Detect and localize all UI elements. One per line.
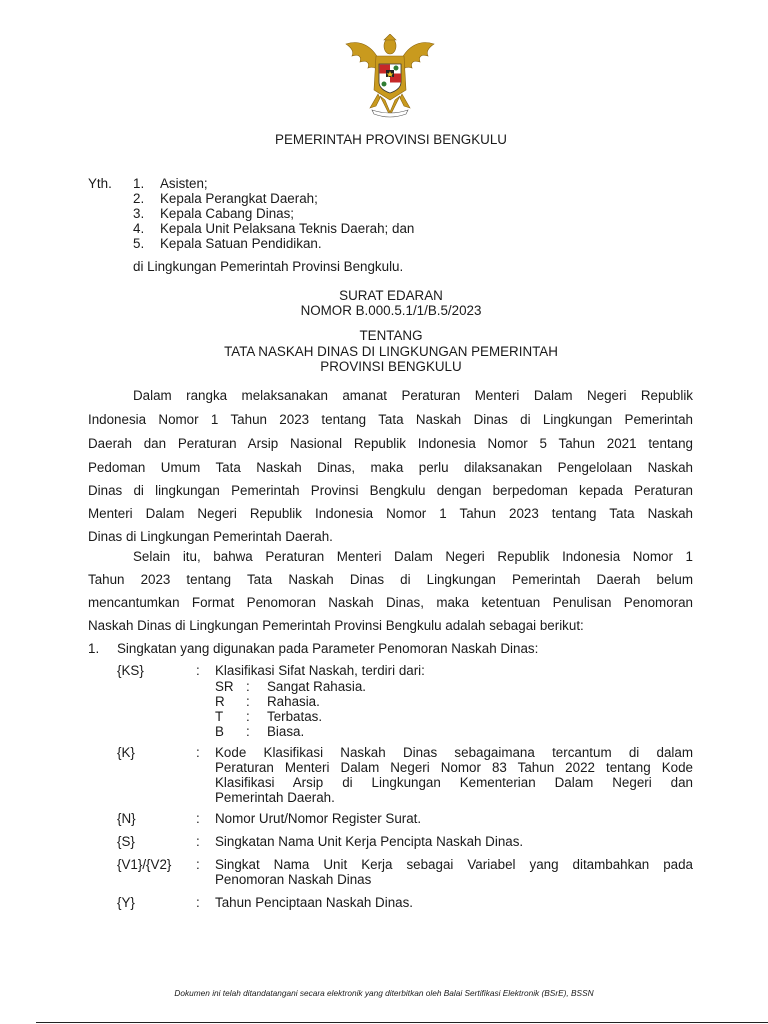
ks-level-label: Biasa. xyxy=(267,724,305,739)
param-colon: : xyxy=(246,724,250,739)
param-desc-line: Penomoran Naskah Dinas xyxy=(215,872,372,887)
param-code-y: {Y} xyxy=(117,895,135,910)
ks-level-label: Sangat Rahasia. xyxy=(267,679,367,694)
param-colon: : xyxy=(196,834,200,849)
param-colon: : xyxy=(196,745,200,760)
param-code-v: {V1}/{V2} xyxy=(117,857,172,872)
param-code-n: {N} xyxy=(117,811,136,826)
recipient-number: 4. xyxy=(133,221,145,236)
list-item-text: Singkatan yang digunakan pada Parameter Penomoran Naskah Dinas: xyxy=(117,641,539,656)
param-colon: : xyxy=(246,679,250,694)
param-colon: : xyxy=(196,895,200,910)
document-subject-line-1: TATA NASKAH DINAS DI LINGKUNGAN PEMERINTAH xyxy=(224,344,558,359)
list-item-number: 1. xyxy=(88,641,100,656)
paragraph-line: Pedoman Umum Tata Naskah Dinas, maka perlu dilaksanakan Pengelolaan Naskah xyxy=(88,460,693,475)
recipient-text: Kepala Perangkat Daerah; xyxy=(160,191,318,206)
param-desc-line: Klasifikasi Arsip di Lingkungan Kementerian Dalam Negeri dan xyxy=(215,775,693,790)
recipient-number: 1. xyxy=(133,176,145,191)
garuda-emblem-icon xyxy=(340,34,440,120)
param-desc-ks: Klasifikasi Sifat Naskah, terdiri dari: xyxy=(215,663,425,678)
param-desc-y: Tahun Penciptaan Naskah Dinas. xyxy=(215,895,414,910)
paragraph-line: Dinas di Lingkungan Pemerintah Daerah. xyxy=(88,529,333,544)
document-number: NOMOR B.000.5.1/1/B.5/2023 xyxy=(300,303,482,318)
government-heading: PEMERINTAH PROVINSI BENGKULU xyxy=(275,132,507,147)
paragraph-line: Indonesia Nomor 1 Tahun 2023 tentang Tata Naskah Dinas di Lingkungan Pemerintah xyxy=(88,412,693,427)
param-colon: : xyxy=(246,709,250,724)
recipient-text: Kepala Unit Pelaksana Teknis Daerah; dan xyxy=(160,221,415,236)
param-desc-s: Singkatan Nama Unit Kerja Pencipta Naskah Dinas. xyxy=(215,834,524,849)
param-desc-line: Peraturan Menteri Dalam Negeri Nomor 83 Tahun 2022 tentang Kode xyxy=(215,760,693,775)
recipient-number: 2. xyxy=(133,191,145,206)
paragraph-line: Daerah dan Peraturan Arsip Nasional Republik Indonesia Nomor 5 Tahun 2021 tentang xyxy=(88,436,693,451)
param-desc-n: Nomor Urut/Nomor Register Surat. xyxy=(215,811,422,826)
param-desc-line: Pemerintah Daerah. xyxy=(215,790,335,805)
recipient-location: di Lingkungan Pemerintah Provinsi Bengkulu. xyxy=(133,259,404,274)
paragraph-line: Naskah Dinas di Lingkungan Pemerintah Provinsi Bengkulu adalah sebagai berikut: xyxy=(88,618,584,633)
footer-signature-note: Dokumen ini telah ditandatangani secara elektronik yang diterbitkan oleh Balai Sertifikasi Elektronik (BSrE), BSSN xyxy=(174,988,594,998)
paragraph-line: Dinas di lingkungan Pemerintah Provinsi Bengkulu dengan berpedoman kepada Peraturan xyxy=(88,483,693,498)
ks-level-code: T xyxy=(215,709,224,724)
ks-level-label: Terbatas. xyxy=(267,709,323,724)
param-colon: : xyxy=(246,694,250,709)
param-colon: : xyxy=(196,663,200,678)
recipient-number: 5. xyxy=(133,236,145,251)
paragraph-line: Dalam rangka melaksanakan amanat Peraturan Menteri Dalam Negeri Republik xyxy=(133,388,693,403)
paragraph-line: Selain itu, bahwa Peraturan Menteri Dalam Negeri Republik Indonesia Nomor 1 xyxy=(133,549,693,564)
recipient-prefix: Yth. xyxy=(88,176,112,191)
footer-divider xyxy=(36,1022,768,1023)
paragraph-line: mencantumkan Format Penomoran Naskah Dinas, maka ketentuan Penulisan Penomoran xyxy=(88,595,693,610)
param-code-k: {K} xyxy=(117,745,135,760)
recipient-text: Asisten; xyxy=(160,176,208,191)
param-desc-line: Singkat Nama Unit Kerja sebagai Variabel yang ditambahkan pada xyxy=(215,857,693,872)
recipient-text: Kepala Satuan Pendidikan. xyxy=(160,236,322,251)
document-about: TENTANG xyxy=(359,328,423,343)
paragraph-line: Menteri Dalam Negeri Republik Indonesia Nomor 1 Tahun 2023 tentang Tata Naskah xyxy=(88,506,693,521)
paragraph-line: Tahun 2023 tentang Tata Naskah Dinas di Lingkungan Pemerintah Daerah belum xyxy=(88,572,693,587)
param-code-s: {S} xyxy=(117,834,135,849)
ks-level-code: SR xyxy=(215,679,234,694)
param-colon: : xyxy=(196,857,200,872)
param-desc-line: Kode Klasifikasi Naskah Dinas sebagaimana tercantum di dalam xyxy=(215,745,693,760)
recipient-text: Kepala Cabang Dinas; xyxy=(160,206,294,221)
param-colon: : xyxy=(196,811,200,826)
ks-level-code: B xyxy=(215,724,224,739)
param-code-ks: {KS} xyxy=(117,663,144,678)
ks-level-code: R xyxy=(215,694,225,709)
document-type: SURAT EDARAN xyxy=(339,288,443,303)
document-subject-line-2: PROVINSI BENGKULU xyxy=(320,359,462,374)
recipient-number: 3. xyxy=(133,206,145,221)
ks-level-label: Rahasia. xyxy=(267,694,320,709)
